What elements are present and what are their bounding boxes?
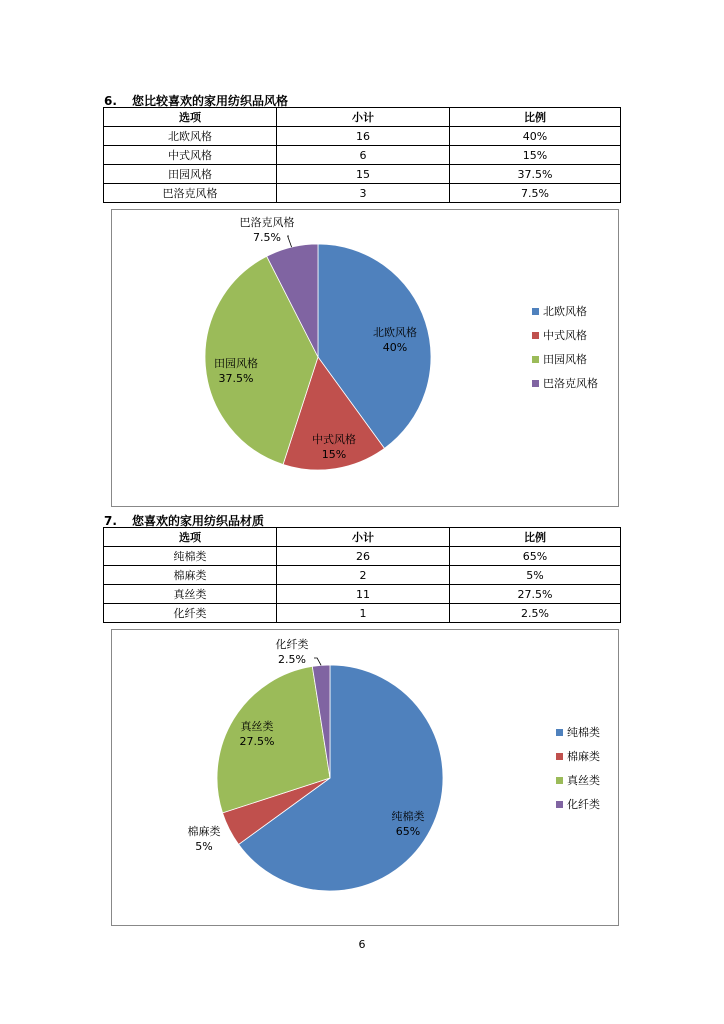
table-row xyxy=(104,547,621,566)
header-ratio: 比例 xyxy=(450,108,621,127)
legend-label: 北欧风格 xyxy=(543,305,587,318)
cell-ratio: 40% xyxy=(450,127,621,146)
cell-ratio: 2.5% xyxy=(450,604,621,623)
cell-count: 2 xyxy=(277,566,450,585)
table-q7 xyxy=(103,527,621,623)
legend-label: 化纤类 xyxy=(567,798,600,811)
header-ratio: 比例 xyxy=(450,528,621,547)
cell-option: 化纤类 xyxy=(104,604,277,623)
slice-category-label: 北欧风格 xyxy=(373,326,417,339)
table-row xyxy=(104,165,621,184)
question-number: 7. xyxy=(104,514,117,528)
legend-label: 棉麻类 xyxy=(567,750,600,763)
slice-category-label: 中式风格 xyxy=(312,433,356,446)
cell-count: 15 xyxy=(277,165,450,184)
legend-swatch xyxy=(556,777,563,784)
table-row xyxy=(104,127,621,146)
header-option: 选项 xyxy=(104,108,277,127)
cell-option: 真丝类 xyxy=(104,585,277,604)
cell-option: 中式风格 xyxy=(104,146,277,165)
slice-value-label: 5% xyxy=(195,840,213,853)
table-header-row xyxy=(104,528,621,547)
cell-count: 11 xyxy=(277,585,450,604)
legend-label: 田园风格 xyxy=(543,353,587,366)
question-number: 6. xyxy=(104,94,117,108)
pie-chart-q7-svg xyxy=(112,630,618,925)
slice-category-label: 巴洛克风格 xyxy=(239,216,295,229)
slice-category-label: 真丝类 xyxy=(240,720,274,733)
table-row xyxy=(104,566,621,585)
slice-category-label: 纯棉类 xyxy=(391,810,425,823)
header-count: 小计 xyxy=(277,108,450,127)
cell-ratio: 15% xyxy=(450,146,621,165)
legend-label: 真丝类 xyxy=(567,774,600,787)
slice-category-label: 化纤类 xyxy=(275,638,309,651)
cell-ratio: 65% xyxy=(450,547,621,566)
cell-option: 北欧风格 xyxy=(104,127,277,146)
legend-swatch xyxy=(532,308,539,315)
slice-value-label: 40% xyxy=(382,341,408,354)
legend-label: 巴洛克风格 xyxy=(543,377,598,390)
slice-value-label: 37.5% xyxy=(218,372,254,385)
slice-value-label: 27.5% xyxy=(239,735,275,748)
cell-count: 1 xyxy=(277,604,450,623)
table-header-row xyxy=(104,108,621,127)
pie-chart-q6-svg xyxy=(112,210,618,506)
header-count: 小计 xyxy=(277,528,450,547)
table-q6 xyxy=(103,107,621,203)
slice-value-label: 2.5% xyxy=(278,653,306,666)
leader-line xyxy=(288,236,292,247)
cell-ratio: 7.5% xyxy=(450,184,621,203)
cell-option: 田园风格 xyxy=(104,165,277,184)
slice-value-label: 7.5% xyxy=(253,231,281,244)
cell-count: 16 xyxy=(277,127,450,146)
cell-option: 纯棉类 xyxy=(104,547,277,566)
cell-option: 棉麻类 xyxy=(104,566,277,585)
cell-option: 巴洛克风格 xyxy=(104,184,277,203)
legend-swatch xyxy=(556,753,563,760)
cell-ratio: 27.5% xyxy=(450,585,621,604)
table-row xyxy=(104,604,621,623)
header-option: 选项 xyxy=(104,528,277,547)
slice-value-label: 65% xyxy=(395,825,421,838)
legend-label: 纯棉类 xyxy=(567,726,600,739)
cell-ratio: 37.5% xyxy=(450,165,621,184)
cell-ratio: 5% xyxy=(450,566,621,585)
legend-swatch xyxy=(556,801,563,808)
slice-value-label: 15% xyxy=(321,448,347,461)
legend-swatch xyxy=(556,729,563,736)
legend-label: 中式风格 xyxy=(543,329,587,342)
leader-line xyxy=(314,658,321,665)
legend-swatch xyxy=(532,380,539,387)
question-text: 您比较喜欢的家用纺织品风格 xyxy=(132,94,289,108)
table-row xyxy=(104,146,621,165)
pie-chart-q7 xyxy=(111,629,619,926)
slice-category-label: 田园风格 xyxy=(214,357,258,370)
slice-category-label: 棉麻类 xyxy=(187,825,221,838)
pie-chart-q6 xyxy=(111,209,619,507)
legend-swatch xyxy=(532,356,539,363)
cell-count: 6 xyxy=(277,146,450,165)
table-row xyxy=(104,184,621,203)
cell-count: 3 xyxy=(277,184,450,203)
table-row xyxy=(104,585,621,604)
cell-count: 26 xyxy=(277,547,450,566)
legend-swatch xyxy=(532,332,539,339)
question-text: 您喜欢的家用纺织品材质 xyxy=(132,514,265,528)
page-number: 6 xyxy=(358,938,366,951)
